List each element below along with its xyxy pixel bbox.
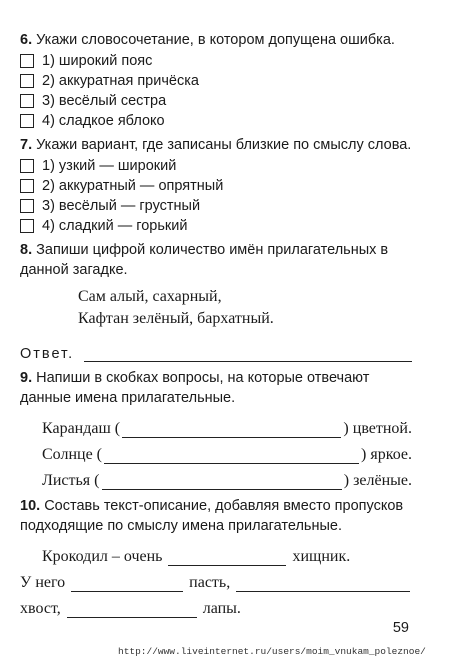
task-7-text: Укажи вариант, где записаны близкие по смыслу слова.: [36, 137, 412, 153]
checkbox[interactable]: [20, 159, 34, 173]
checkbox[interactable]: [20, 179, 34, 193]
riddle: [78, 286, 412, 330]
checkbox[interactable]: [20, 219, 34, 233]
task-9-number: 9.: [20, 370, 33, 386]
task-8-number: 8.: [20, 242, 33, 258]
question-blank[interactable]: [122, 423, 341, 438]
task-6-option[interactable]: 2) аккуратная причёска: [20, 71, 412, 91]
answer-row: [20, 340, 412, 362]
worksheet-page: [20, 30, 412, 618]
checkbox[interactable]: [20, 94, 34, 108]
task-6-option[interactable]: 4) сладкое яблоко: [20, 111, 412, 131]
description-blank[interactable]: [67, 603, 197, 618]
description-blank[interactable]: [168, 551, 286, 566]
task-6-number: 6.: [20, 32, 33, 48]
question-row: Карандаш ( ) цветной.: [42, 420, 412, 437]
page-number: 59: [392, 620, 409, 636]
task-7-options: [20, 156, 412, 236]
task-6-option[interactable]: 1) широкий пояс: [20, 51, 412, 71]
task-7-option[interactable]: 3) весёлый — грустный: [20, 196, 412, 216]
answer-input-line[interactable]: [84, 347, 412, 362]
task-6: [20, 30, 412, 50]
task-9-text: Напиши в скобках вопросы, на которые отвечают данные имена прилагательные.: [20, 370, 370, 406]
description-blank[interactable]: [236, 577, 410, 592]
task-8-text: Запиши цифрой количество имён прилагательных в данной загадке.: [20, 242, 389, 278]
question-blank[interactable]: [104, 449, 359, 464]
task-6-text: Укажи словосочетание, в котором допущена ошибка.: [36, 32, 395, 48]
task-6-options: [20, 51, 412, 131]
task-8: [20, 240, 412, 280]
checkbox[interactable]: [20, 74, 34, 88]
question-row: Листья ( ) зелёные.: [42, 472, 412, 489]
checkbox[interactable]: [20, 114, 34, 128]
question-row: Солнце ( ) яркое.: [42, 446, 412, 463]
description-row: У него пасть,: [20, 566, 412, 592]
task-10-text: Составь текст-описание, добавляя вместо пропусков подходящие по смыслу имена прилагательные.: [20, 498, 404, 534]
task-9: [20, 368, 412, 408]
description-row: хвост, лапы.: [20, 600, 241, 617]
task-7: [20, 135, 412, 155]
description-row: Крокодил – очень хищник.: [42, 548, 351, 565]
task-7-option[interactable]: 4) сладкий — горький: [20, 216, 412, 236]
question-blank[interactable]: [102, 475, 342, 490]
checkbox[interactable]: [20, 54, 34, 68]
task-6-option[interactable]: 3) весёлый сестра: [20, 91, 412, 111]
checkbox[interactable]: [20, 199, 34, 213]
task-7-number: 7.: [20, 137, 33, 153]
answer-label: Ответ.: [20, 346, 75, 362]
description-blank[interactable]: [71, 577, 183, 592]
riddle-line: Кафтан зелёный, бархатный.: [78, 310, 274, 327]
task-7-option[interactable]: 2) аккуратный — опрятный: [20, 176, 412, 196]
riddle-line: Сам алый, сахарный,: [78, 288, 222, 305]
footer-url: http://www.liveinternet.ru/users/moim_vnukam_poleznoe/: [118, 646, 426, 657]
task-10-number: 10.: [20, 498, 41, 514]
task-7-option[interactable]: 1) узкий — широкий: [20, 156, 412, 176]
task-10: [20, 496, 412, 536]
